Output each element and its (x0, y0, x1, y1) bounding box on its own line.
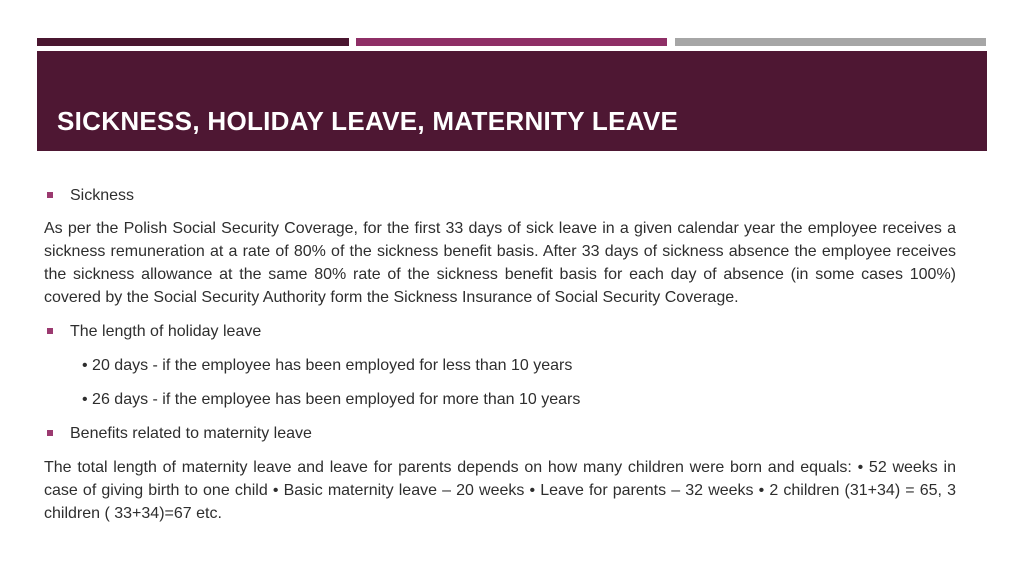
bullet-sickness (44, 184, 956, 207)
accent-bar-magenta (356, 38, 667, 46)
bullet-holiday (44, 320, 956, 343)
bullet-maternity-label: Benefits related to maternity leave (70, 425, 312, 442)
accent-bar-gray (675, 38, 986, 46)
holiday-item-2: • 26 days - if the employee has been employed for more than 10 years (82, 391, 581, 408)
bullet-sickness-label: Sickness (70, 187, 135, 204)
slide-title: SICKNESS, HOLIDAY LEAVE, MATERNITY LEAVE (57, 106, 679, 136)
sickness-paragraph: As per the Polish Social Security Coverage, for the first 33 days of sick leave in a given calendar year the employee receives a sickness remuneration at a rate of 80% of the sickness benefit basis. After 33 days of sickness absence the employee receives the sickness allowance at the same 80% rate of the sickness benefit basis for each day of absence (in some cases 100%) covered by the Social Security Authority form the Sickness Insurance of Social Security Coverage. (44, 220, 956, 306)
title-band (37, 51, 987, 151)
accent-bar-dark (37, 38, 349, 46)
maternity-paragraph: The total length of maternity leave and leave for parents depends on how many children were born and equals: • 52 weeks in case of giving birth to one child • Basic maternity leave – 20 weeks • Leave for parents – 32 weeks • 2 children (31+34) = 65, 3 children ( 33+34)=67 etc. (44, 459, 956, 522)
square-bullet-icon (47, 328, 53, 334)
square-bullet-icon (47, 430, 53, 436)
bullet-holiday-label: The length of holiday leave (70, 323, 262, 340)
holiday-item-1: • 20 days - if the employee has been employed for less than 10 years (82, 357, 573, 374)
square-bullet-icon (47, 192, 53, 198)
bullet-maternity (44, 422, 956, 445)
slide-body (44, 184, 956, 525)
